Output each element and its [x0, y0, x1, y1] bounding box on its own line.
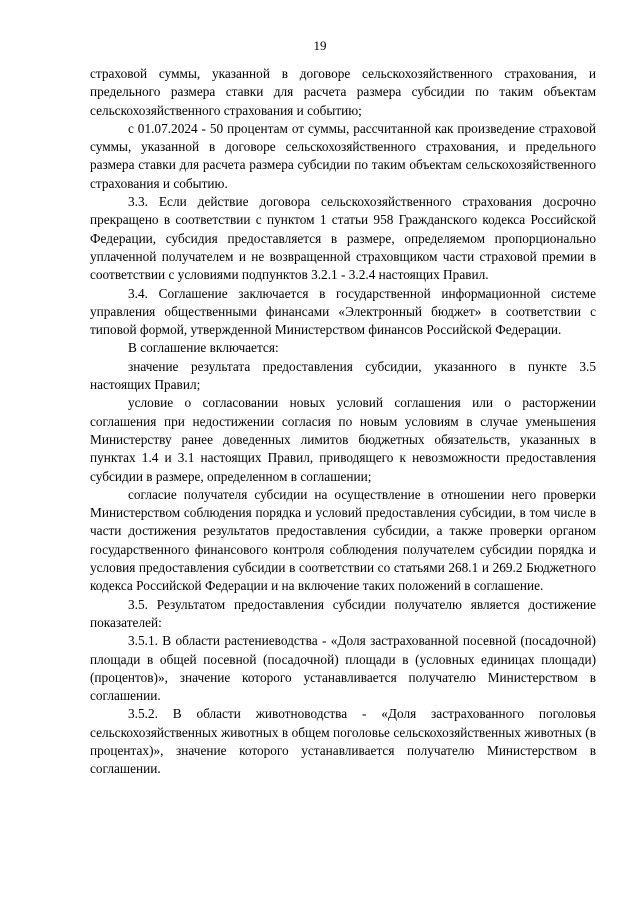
- paragraph: 3.5. Результатом предоставления субсидии получателю является достижение показателей:: [90, 596, 596, 630]
- paragraph: В соглашение включается:: [128, 340, 279, 356]
- paragraph: 3.4. Соглашение заключается в государственной информационной системе управления общественными финансами «Электронный бюджет» в соответствии с типовой формой, утвержденной Министерством финансов Российской Федерации.: [90, 285, 596, 338]
- paragraph: 3.3. Если действие договора сельскохозяйственного страхования досрочно прекращено в соответствии с пунктом 1 статьи 958 Гражданского кодекса Российской Федерации, субсидия предоставляется в размере, определяемом пропорционально уплаченной получателем и не возвращенной страховщиком части страховой премии в соответствии с условиями подпунктов 3.2.1 - 3.2.4 настоящих Правил.: [90, 194, 596, 283]
- paragraph: с 01.07.2024 - 50 процентам от суммы, рассчитанной как произведение страховой суммы, указанной в договоре сельскохозяйственного страхования, и предельного размера ставки для расчета размера субсидии по таким объектам сельскохозяйственного страхования и событию.: [90, 120, 596, 191]
- paragraph: согласие получателя субсидии на осуществление в отношении него проверки Министерством соблюдения порядка и условий предоставления субсидии, в том числе в части достижения результатов предоставления субсидии, а также проверки органом государственного финансового контроля соблюдения получателем субсидии порядка и условия предоставления субсидии в соответствии со статьями 268.1 и 269.2 Бюджетного кодекса Российской Федерации и на включение таких положений в соглашение.: [90, 486, 596, 594]
- paragraph: условие о согласовании новых условий соглашения или о расторжении соглашения при недостижении согласия по новым условиям в случае уменьшения Министерству ранее доведенных лимитов бюджетных обязательств, указанных в пунктах 1.4 и 3.1 настоящих Правил, приводящего к невозможности предоставления субсидии в размере, определенном в соглашении;: [90, 395, 596, 484]
- document-body: [90, 65, 596, 779]
- paragraph: значение результата предоставления субсидии, указанного в пункте 3.5 настоящих Правил;: [90, 358, 596, 393]
- paragraph: 3.5.2. В области животноводства - «Доля застрахованного поголовья сельскохозяйственных животных в общем поголовье сельскохозяйственных животных (в процентах)», значение которого устанавливается получателю Министерством в соглашении.: [90, 706, 596, 777]
- page-number: 19: [313, 38, 327, 53]
- paragraph: 3.5.1. В области растениеводства - «Доля застрахованной посевной (посадочной) площади в общей посевной (посадочной) площади в (условных единицах площади) (процентов)», значение которого устанавливается получателю Министерством в соглашении.: [90, 633, 596, 704]
- paragraph: страховой суммы, указанной в договоре сельскохозяйственного страхования, и предельного размера ставки для расчета размера субсидии по таким объектам сельскохозяйственного страхования и событию;: [90, 66, 596, 118]
